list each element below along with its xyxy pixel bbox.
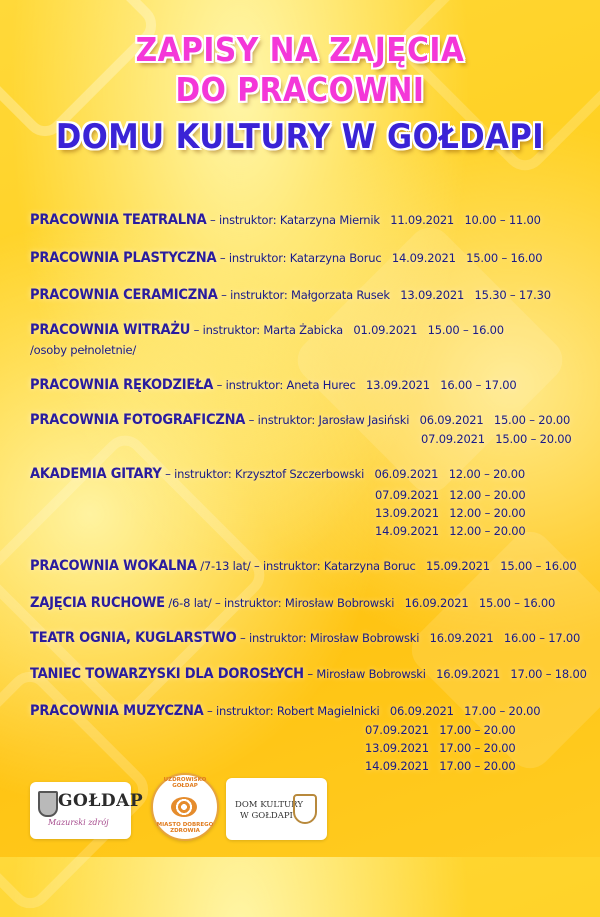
time: 15.30 – 17.30 [474,288,551,302]
snail-icon [171,797,197,817]
title-line-3: DOMU KULTURY W GOŁDAPI [55,117,545,157]
instructor: – instruktor: Mirosław Bobrowski [214,596,395,610]
date: 07.09.2021 [365,723,429,737]
age-note: /6-8 lat/ [168,596,212,610]
schedule-extra-slot [365,741,516,755]
date: 14.09.2021 [375,524,439,538]
date: 16.09.2021 [404,596,469,610]
schedule-entry [30,466,525,482]
time: 12.00 – 20.00 [449,506,526,520]
schedule-entry [30,595,555,611]
theatre-mask-icon [293,794,317,824]
time: 12.00 – 20.00 [449,488,526,502]
dom-kultury-logo-line-1: DOM KULTURY [235,800,303,810]
date: 13.09.2021 [365,378,430,392]
goldap-logo [30,782,144,839]
schedule-entry [30,630,580,646]
schedule-entry [30,666,587,682]
schedule-extra-slot [375,506,526,520]
schedule-entry [30,212,541,228]
date: 07.09.2021 [375,488,439,502]
date: 16.09.2021 [436,667,500,681]
dom-kultury-logo-line-2: W GOŁDAPI [240,811,293,821]
uzdrowisko-logo [151,773,219,841]
schedule-entry [30,287,551,303]
instructor: – instruktor: Małgorzata Rusek [221,288,390,302]
time: 16.00 – 17.00 [440,378,517,392]
time: 17.00 – 20.00 [439,723,516,737]
schedule-extra-slot [365,759,516,773]
instructor: – instruktor: Jarosław Jasiński [248,413,410,427]
date: 06.09.2021 [389,704,454,718]
schedule-entry [30,377,517,393]
date: 06.09.2021 [374,467,439,481]
time: 15.00 – 16.00 [427,323,504,337]
time: 15.00 – 20.00 [493,413,571,427]
schedule-extra-slot [375,488,526,502]
workshop-name: PRACOWNIA FOTOGRAFICZNA [30,412,246,428]
workshop-name: PRACOWNIA CERAMICZNA [30,287,218,303]
instructor: – instruktor: Robert Magielnicki [207,704,380,718]
date: 11.09.2021 [390,213,455,227]
time: 16.00 – 17.00 [503,631,581,645]
dom-kultury-logo [226,778,327,840]
date: 07.09.2021 [421,432,485,446]
instructor: – instruktor: Krzysztof Szczerbowski [165,467,365,481]
age-note: /7-13 lat/ [200,559,251,573]
time: 17.00 – 20.00 [439,759,516,773]
workshop-name: PRACOWNIA MUZYCZNA [30,703,204,719]
date: 01.09.2021 [353,323,418,337]
date: 14.09.2021 [365,759,429,773]
instructor: – instruktor: Katarzyna Boruc [253,559,416,573]
schedule-extra-slot [365,723,516,737]
schedule-entry [30,322,504,338]
workshop-name: TANIEC TOWARZYSKI DLA DOROSŁYCH [30,666,304,682]
schedule-entry-note [30,343,136,357]
time: 17.00 – 20.00 [464,704,541,718]
goldap-logo-tagline: Mazurski zdrój [48,818,109,827]
date: 14.09.2021 [391,251,456,265]
instructor: – instruktor: Mirosław Bobrowski [239,631,420,645]
workshop-name: PRACOWNIA TEATRALNA [30,212,207,228]
time: 15.00 – 20.00 [495,432,572,446]
uzdrowisko-logo-top: UZDROWISKO GOŁDAP [163,777,207,789]
date: 13.09.2021 [400,288,465,302]
instructor: – instruktor: Aneta Hurec [216,378,356,392]
title-line-2: DO PRACOWNI [175,70,425,109]
date: 13.09.2021 [375,506,439,520]
date: 15.09.2021 [426,559,490,573]
schedule-entry [30,250,542,266]
instructor: – instruktor: Marta Żabicka [193,323,343,337]
workshop-name: AKADEMIA GITARY [30,466,162,482]
workshop-name: PRACOWNIA WITRAŻU [30,322,191,338]
instructor: – instruktor: Katarzyna Miernik [209,213,380,227]
age-note: /osoby pełnoletnie/ [30,343,137,357]
date: 13.09.2021 [365,741,429,755]
time: 10.00 – 11.00 [464,213,541,227]
schedule-entry [30,412,570,428]
time: 17.00 – 20.00 [439,741,516,755]
workshop-name: ZAJĘCIA RUCHOWE [30,595,165,611]
schedule-extra-slot [421,432,572,446]
time: 15.00 – 16.00 [478,596,556,610]
instructor: – Mirosław Bobrowski [307,667,426,681]
time: 15.00 – 16.00 [466,251,543,265]
workshop-name: TEATR OGNIA, KUGLARSTWO [30,630,237,646]
time: 17.00 – 18.00 [510,667,587,681]
workshop-name: PRACOWNIA PLASTYCZNA [30,250,217,266]
workshop-name: PRACOWNIA RĘKODZIEŁA [30,377,214,393]
schedule-entry [30,558,577,574]
time: 12.00 – 20.00 [449,524,526,538]
schedule-entry [30,703,540,719]
date: 16.09.2021 [429,631,494,645]
title-line-1: ZAPISY NA ZAJĘCIA [135,30,465,69]
poster-title [0,30,600,157]
workshop-name: PRACOWNIA WOKALNA [30,558,197,574]
schedule-extra-slot [375,524,526,538]
date: 06.09.2021 [419,413,484,427]
coat-of-arms-icon [38,791,58,817]
goldap-logo-name: GOŁDAP [58,791,144,811]
time: 15.00 – 16.00 [500,559,577,573]
instructor: – instruktor: Katarzyna Boruc [219,251,382,265]
uzdrowisko-logo-bottom: MIASTO DOBREGO ZDROWIA [156,822,214,834]
time: 12.00 – 20.00 [448,467,525,481]
